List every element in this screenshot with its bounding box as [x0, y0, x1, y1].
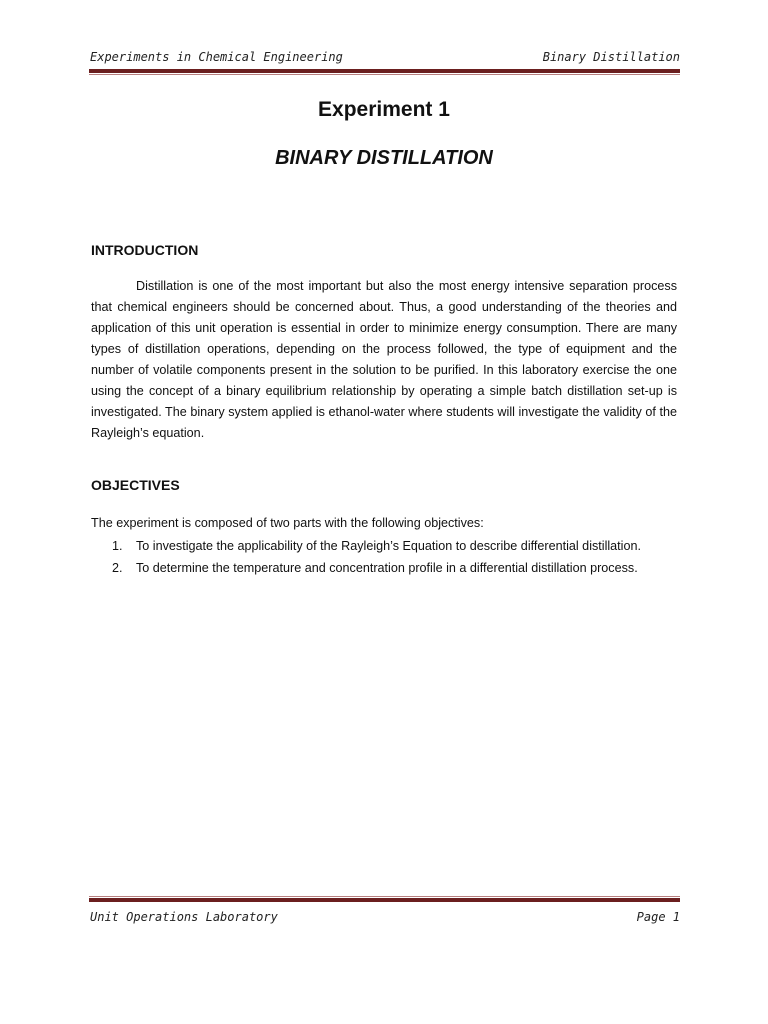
- objective-text: To determine the temperature and concentration profile in a differential distillation process.: [136, 561, 638, 575]
- objective-number: 1.: [112, 539, 123, 553]
- page-number: Page 1: [636, 910, 680, 924]
- footer-left: Unit Operations Laboratory: [90, 910, 278, 924]
- objectives-lead: The experiment is composed of two parts with the following objectives:: [91, 516, 484, 530]
- objectives-list: [112, 536, 677, 580]
- header-rule-thin: [89, 74, 680, 75]
- header-right: Binary Distillation: [542, 50, 680, 64]
- page-footer: [90, 910, 680, 928]
- objective-number: 2.: [112, 561, 123, 575]
- header-rule: [89, 69, 680, 73]
- objective-text: To investigate the applicability of the Rayleigh’s Equation to describe differential distillation.: [136, 539, 641, 553]
- introduction-paragraph: Distillation is one of the most important but also the most energy intensive separation process that chemical engineers should be concerned about. Thus, a good understanding of the theories and application of this unit operation is essential in order to minimize energy consumption. There are many types of distillation operations, depending on the process followed, the type of equipment and the number of volatile components present in the solution to be purified. In this laboratory exercise the one using the concept of a binary equilibrium relationship by operating a simple batch distillation set-up is investigated. The binary system applied is ethanol-water where students will investigate the validity of the Rayleigh’s equation.: [91, 279, 677, 440]
- introduction-heading: INTRODUCTION: [91, 242, 199, 258]
- page-header: [90, 50, 680, 68]
- page-title: Experiment 1: [318, 98, 450, 121]
- footer-rule-thin: [89, 896, 680, 897]
- header-left: Experiments in Chemical Engineering: [90, 50, 343, 64]
- footer-rule: [89, 898, 680, 902]
- objective-item: [112, 558, 677, 579]
- page-subtitle: BINARY DISTILLATION: [275, 147, 493, 169]
- objective-item: [112, 536, 677, 557]
- objectives-heading: OBJECTIVES: [91, 477, 180, 493]
